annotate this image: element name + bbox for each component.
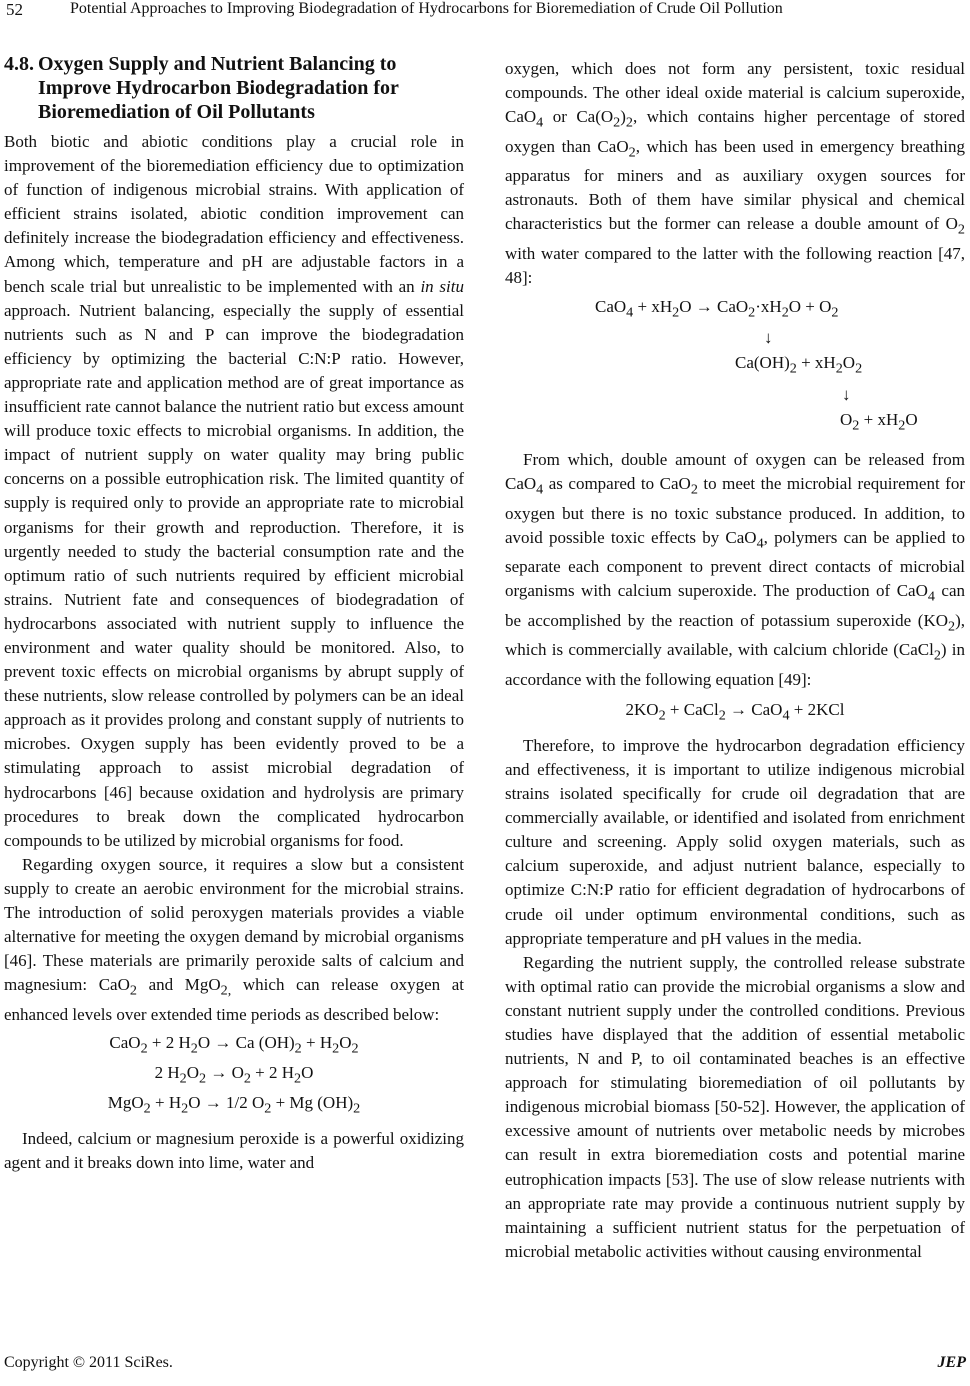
- page-footer: [0, 1354, 970, 1378]
- section-number: 4.8.: [4, 53, 34, 75]
- equation: $O_2 + xH_2O$: [840, 409, 918, 434]
- equation: 2 $H_2O_2 \to O_2 + 2$ $H_2O$: [154, 1062, 314, 1087]
- section-title: Oxygen Supply and Nutrient Balancing to Improve Hydrocarbon Biodegradation for Bioremediation of Oil Pollutants: [38, 53, 399, 123]
- paragraph: Both biotic and abiotic conditions play a crucial role in improvement of the bioremediation efficiency due to optimization of function of indigenous microbial strains. With application of efficient strains isolated, abiotic condition improvement can definitely increase the biodegradation efficiency and effectiveness. Among which, temperature and pH are adjustable factors in a bench scale trial but unrealistic to be implemented with an in situ approach. Nutrient balancing, especially the supply of essential nutrients such as N and P can improve the biodegradation efficiency by optimizing the bacterial C:N:P ratio. However, appropriate rate and application method are of great importance as insufficient rate cannot balance the nutrient ratio but excess amount will produce toxic effects to microbial organisms. In addition, the impact of nutrient supply on water quality may bring public concerns on a possible eutrophication risk. The limited quantity of supply is required only to provide an appropriate rate to microbial organisms for their growth and reproduction. Therefore, it is urgently needed to study the bacterial consumption rate and the optimum ratio of such nutrients required by efficient microbial strains. Nutrient fate and consequences of biodegradation of hydrocarbons associated with nutrient supply to influence the environment and water quality should be monitored. Also, to prevent toxic effects on microbial organisms by abrupt supply of these nutrients, slow release controlled by polymers can be an ideal approach as it provides prolong and constant supply of nutrients to microbes. Oxygen supply has been evidently proved to be a stimulating approach to assist microbial degradation of hydrocarbons [46] because oxidation and hydrolysis are primary procedures to break down the complicated hydrocarbon compounds to be utilized by microbial organisms for food.: [4, 132, 464, 850]
- down-arrow: ↓: [842, 384, 851, 404]
- copyright: Copyright © 2011 SciRes.: [4, 1354, 173, 1371]
- running-title: Potential Approaches to Improving Biodegradation of Hydrocarbons for Bioremediation of Crude Oil Pollution: [70, 0, 783, 17]
- journal-abbrev: JEP: [937, 1354, 966, 1371]
- paragraph: Therefore, to improve the hydrocarbon degradation efficiency and effectiveness, it is important to utilize indigenous microbial strains isolated specifically for crude oil degradation that are commercially available, or identified and isolated from enrichment culture and screening. Apply solid oxygen materials, such as calcium superoxide, and adjust nutrient balance, especially to optimize C:N:P ratio for efficient degradation of hydrocarbons of crude oil under optimum environmental conditions, such as appropriate temperature and pH values in the media.: [505, 735, 965, 948]
- paragraph: From which, double amount of oxygen can be released from CaO$_4$ as compared to CaO$_2$ to meet the microbial requirement for oxygen but there is no toxic substance produced. In addition, to avoid possible toxic effects by CaO$_4$, polymers can be applied to separate each component to prevent direct contacts of microbial organisms with calcium superoxide. The production of CaO$_4$ can be accomplished by the reaction of potassium superoxide $(KO_2)$, which is commercially available, with calcium chloride (CaCl$_2$) in accordance with the following equation [49]:: [505, 450, 966, 689]
- equation: $CaO_4 + xH_2O \to CaO_2\cdot xH_2O + O_2$: [595, 297, 839, 321]
- equation-group-superoxide: [505, 294, 965, 438]
- section-heading: [4, 52, 464, 124]
- paragraph: oxygen, which does not form any persistent, toxic residual compounds. The other ideal oxide material is calcium superoxide, CaO$_4$ or $Ca(O_2)_2$, which contains higher percentage of stored oxygen than CaO$_2$, which has been used in emergency breathing apparatus for miners and as auxiliary oxygen sources for astronauts. Both of them have similar physical and chemical characteristics but the former can release a double amount of $O_2$ with water compared to the latter with the following reaction [47, 48]:: [505, 59, 966, 287]
- page-number: 52: [6, 0, 23, 19]
- down-arrow: ↓: [764, 328, 773, 348]
- paragraph: Regarding oxygen source, it requires a slow but a consistent supply to create an aerobic environment for the microbial strains. The introduction of solid peroxygen materials provides a viable alternative for meeting the oxygen demand by microbial organisms [46]. These materials are primarily peroxide salts of calcium and magnesium: CaO$_2$ and MgO$_{2,}$ which can release oxygen at enhanced levels over extended time periods as described below:: [4, 854, 464, 1024]
- left-column: [4, 52, 464, 1175]
- page-header: [0, 0, 970, 24]
- paragraph: Indeed, calcium or magnesium peroxide is a powerful oxidizing agent and it breaks down into lime, water and: [4, 1128, 464, 1172]
- equation: $MgO_2 + H_2O \to 1/2$ $O_2 + Mg$ $(OH)_2$: [107, 1092, 361, 1117]
- equation-superoxide-production: $2KO_2$ + CaCl$_2$ → CaO$_4$ + 2KCl: [625, 699, 845, 724]
- paragraph: Regarding the nutrient supply, the controlled release substrate with optimal ratio can provide the microbial organisms a slow and constant nutrient supply under the controlled conditions. Previous studies have displayed that the addition of essential metabolic nutrients, N and P, to oil contaminated beaches is an effective approach for stimulating bioremediation of oil pollutants by indigenous microbial biomass [50-52]. However, the application of excessive amount of nutrients over metabolic needs by microbes can result in extra bioremediation costs and potential marine eutrophication impacts [53]. The use of slow release nutrients with an appropriate rate may provide a continuous nutrient supply by maintaining a sufficient nutrient status for the perpetuation of microbial metabolic activities without causing environmental: [505, 952, 965, 1261]
- equation-group-peroxide: [4, 1031, 464, 1121]
- equation: $Ca(OH)_2 + xH_2O_2$: [735, 353, 863, 377]
- right-column: [505, 57, 965, 1264]
- equation: CaO$_2$ + 2 $H_2O \to Ca$ $(OH)_2 + H_2O_2$: [109, 1032, 359, 1057]
